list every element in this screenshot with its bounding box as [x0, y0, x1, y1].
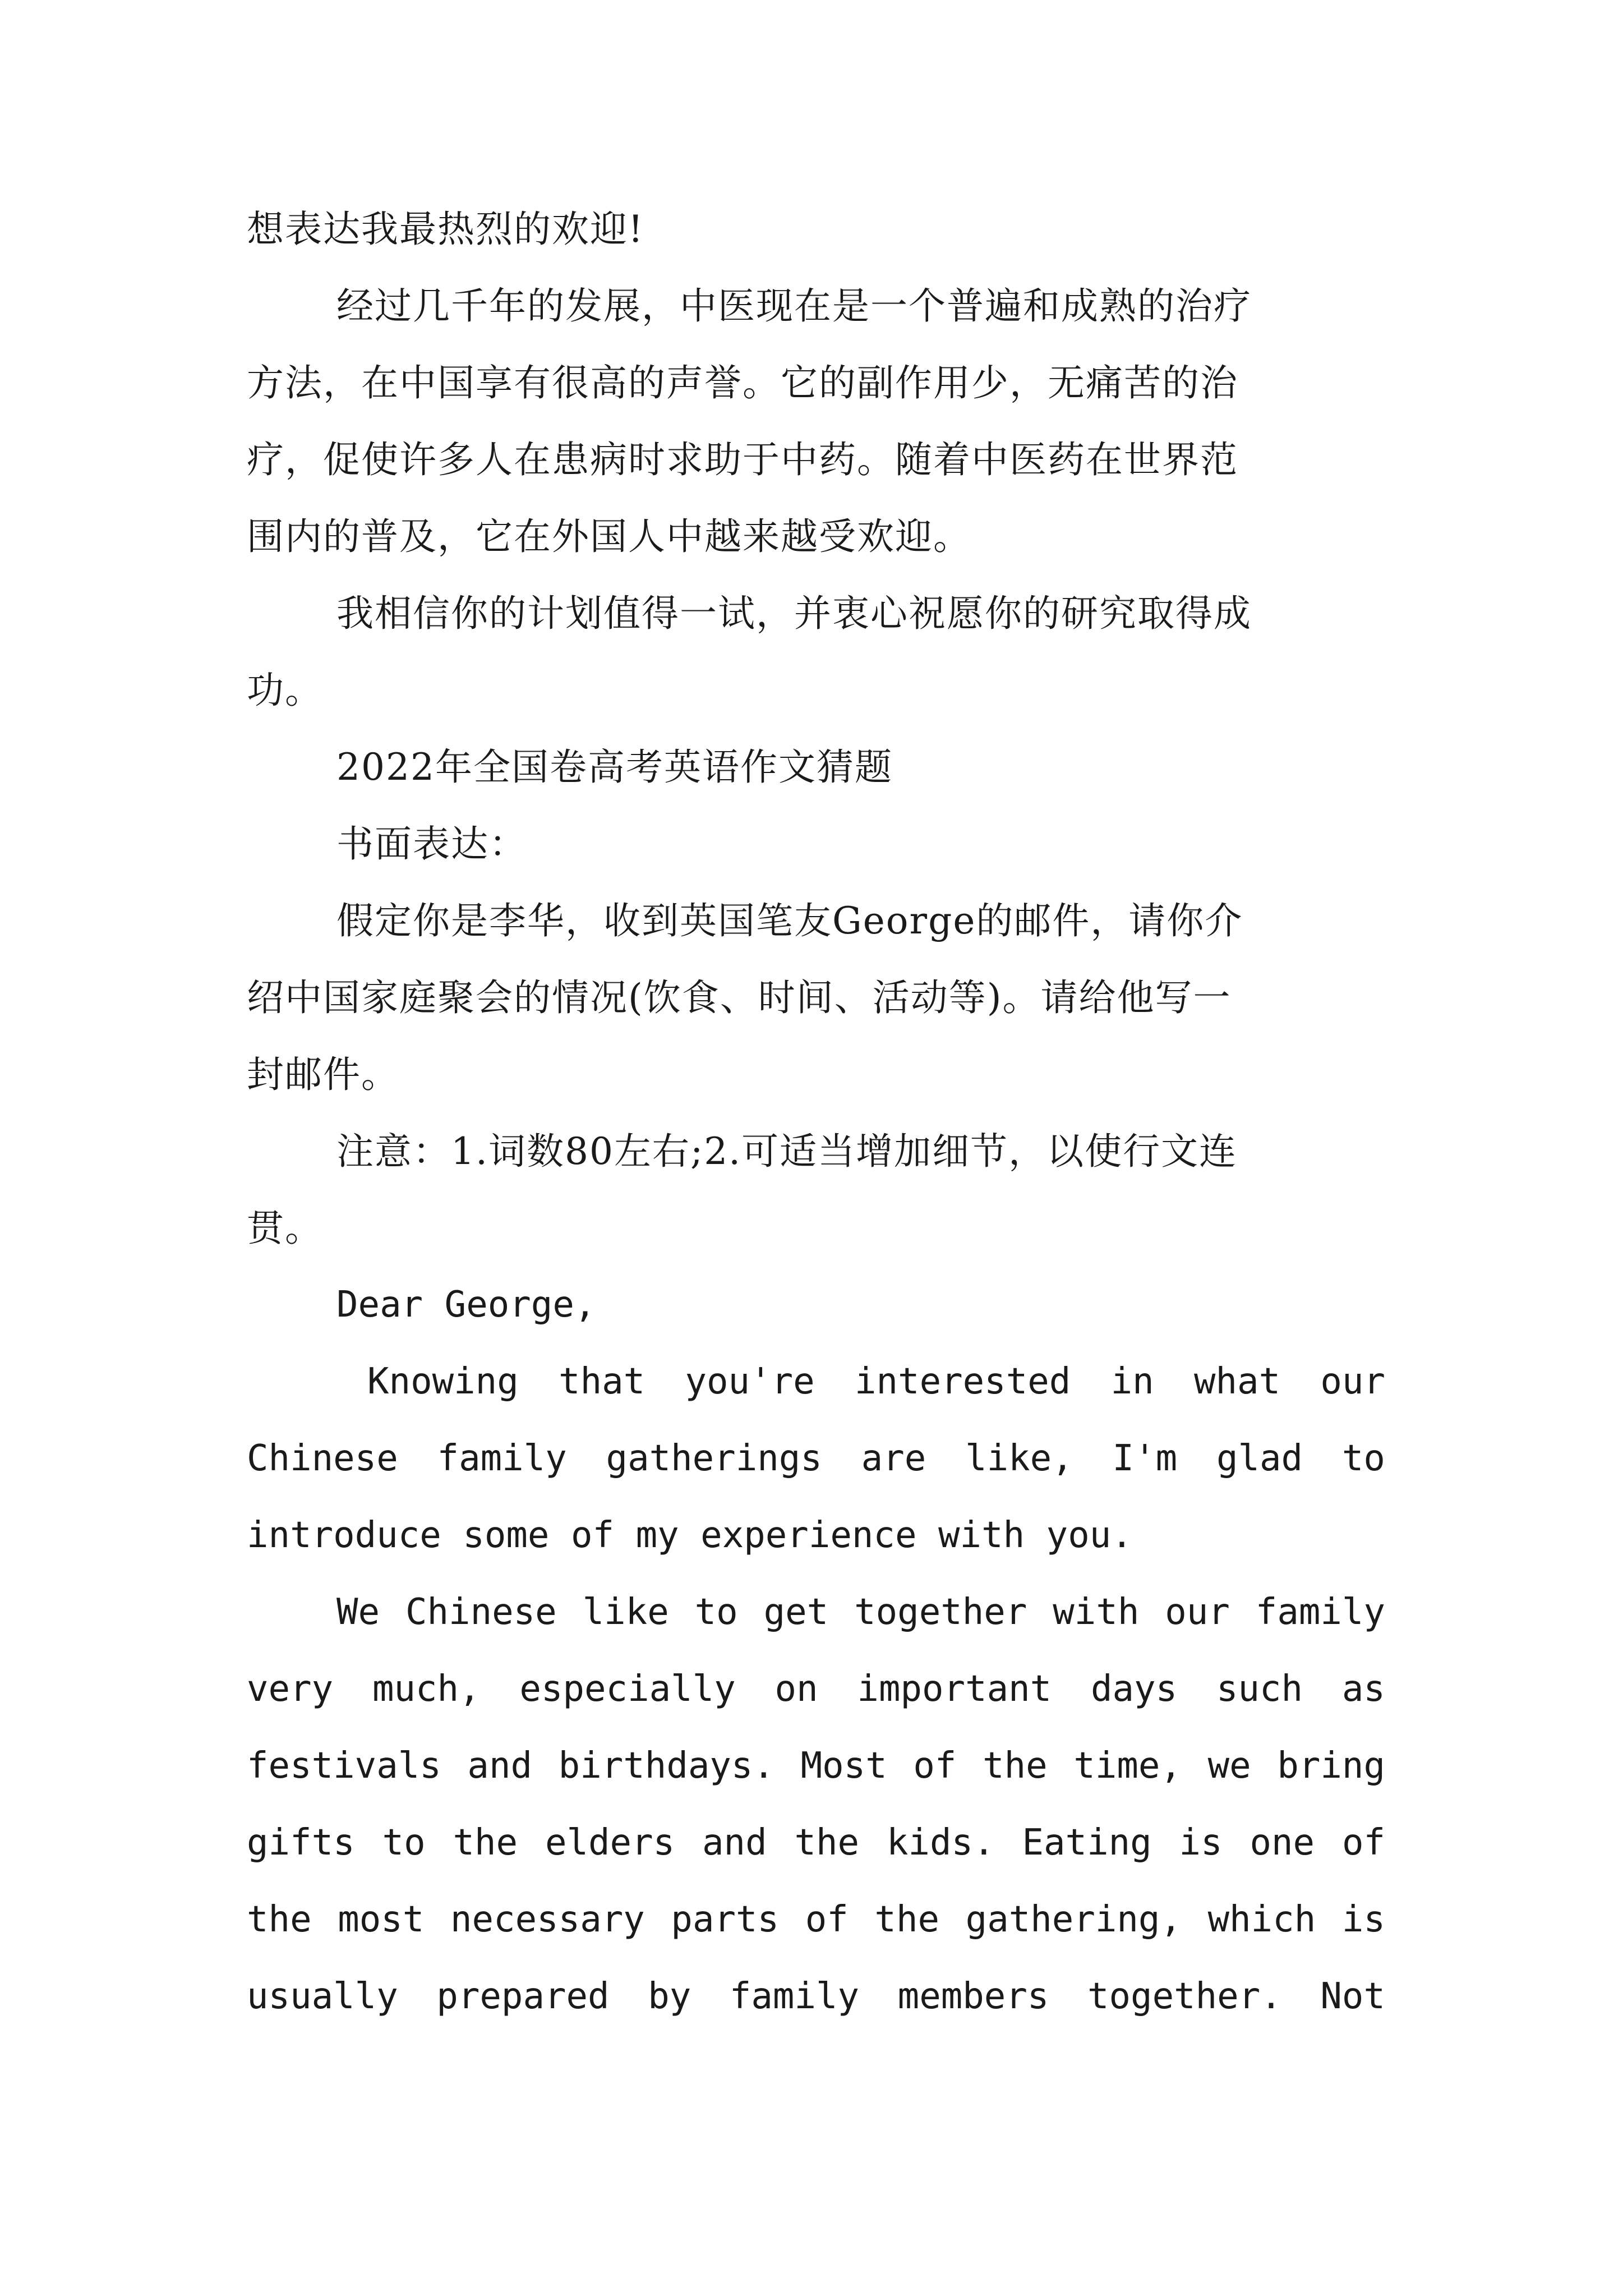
word: members — [897, 1976, 1049, 2017]
word: kids. — [886, 1822, 995, 1864]
word: the — [453, 1822, 518, 1864]
text-line: 注意：1.词数80左右;2.可适当增加细节，以使行文连 — [336, 1130, 1238, 1173]
justified-line — [247, 1420, 1385, 1497]
text-line: 围内的普及，它在外国人中越来越受欢迎。 — [247, 515, 971, 558]
word: in — [1110, 1361, 1154, 1402]
word: gathering, — [965, 1899, 1182, 1940]
word: Not — [1320, 1976, 1385, 2017]
word: with — [1053, 1591, 1140, 1633]
justified-line — [247, 1805, 1385, 1881]
word: together — [854, 1591, 1027, 1633]
word: get — [763, 1591, 829, 1633]
text-line: 经过几千年的发展，中医现在是一个普遍和成熟的治疗 — [336, 284, 1252, 328]
word: Most — [800, 1745, 887, 1787]
justified-line — [247, 1728, 1385, 1805]
text-line: 想表达我最热烈的欢迎! — [247, 208, 644, 251]
word: interested — [854, 1361, 1071, 1402]
word: as — [1341, 1668, 1385, 1710]
word: family — [1255, 1591, 1385, 1633]
word: prepared — [436, 1976, 610, 2017]
text-line: 封邮件。 — [247, 1053, 399, 1096]
section-heading: 2022年全国卷高考英语作文猜题 — [336, 746, 893, 789]
word: I'm — [1112, 1438, 1178, 1479]
word: necessary — [450, 1899, 645, 1940]
word: our — [1165, 1591, 1230, 1633]
word: to — [1341, 1438, 1385, 1479]
word: gatherings — [606, 1438, 822, 1479]
word: to — [382, 1822, 426, 1864]
word: is — [1341, 1899, 1385, 1940]
text-line: 贯。 — [247, 1207, 323, 1250]
text-line: 功。 — [247, 669, 323, 712]
word: is — [1179, 1822, 1223, 1864]
word: such — [1216, 1668, 1303, 1710]
word: are — [861, 1438, 926, 1479]
word: Eating — [1022, 1822, 1152, 1864]
word: bring — [1277, 1745, 1385, 1787]
word: parts — [671, 1899, 780, 1940]
text-line: introduce some of my experience with you. — [247, 1515, 1133, 1556]
word: glad — [1216, 1438, 1303, 1479]
word: festivals — [247, 1745, 441, 1787]
word: most — [338, 1899, 425, 1940]
word: days — [1091, 1668, 1178, 1710]
word: family — [729, 1976, 860, 2017]
word: you're — [685, 1361, 815, 1402]
text-line: 绍中国家庭聚会的情况(饮食、时间、活动等)。请给他写一 — [247, 976, 1232, 1019]
word: that — [559, 1361, 645, 1402]
word: which — [1207, 1899, 1316, 1940]
word: to — [694, 1591, 738, 1633]
word: of — [805, 1899, 849, 1940]
word: the — [983, 1745, 1048, 1787]
section-subheading: 书面表达： — [336, 822, 527, 866]
word: of — [1341, 1822, 1385, 1864]
text-line: 我相信你的计划值得一试，并衷心祝愿你的研究取得成 — [336, 592, 1252, 635]
word: together. — [1087, 1976, 1282, 2017]
word: the — [874, 1899, 940, 1940]
word: important — [857, 1668, 1052, 1710]
text-line: 假定你是李华，收到英国笔友George的邮件，请你介 — [336, 899, 1243, 942]
justified-line — [247, 1651, 1385, 1728]
word: much, — [372, 1668, 481, 1710]
word: the — [794, 1822, 860, 1864]
word: especially — [519, 1668, 736, 1710]
word: very — [247, 1668, 334, 1710]
word: the — [247, 1899, 312, 1940]
word: birthdays. — [558, 1745, 774, 1787]
word: like, — [965, 1438, 1073, 1479]
word: time, — [1073, 1745, 1182, 1787]
word: what — [1193, 1361, 1281, 1402]
word: we — [1207, 1745, 1251, 1787]
justified-line — [247, 1881, 1385, 1958]
word: family — [437, 1438, 567, 1479]
word: elders — [545, 1822, 675, 1864]
word: usually — [247, 1976, 398, 2017]
word: like — [582, 1591, 669, 1633]
text-line: 方法，在中国享有很高的声誉。它的副作用少，无痛苦的治 — [247, 361, 1238, 404]
text-line: 疗，促使许多人在患病时求助于中药。随着中医药在世界范 — [247, 438, 1238, 481]
word: We — [336, 1591, 380, 1633]
justified-line — [247, 1343, 1385, 1420]
word: by — [648, 1976, 691, 2017]
justified-line — [247, 1958, 1385, 2035]
word: on — [774, 1668, 818, 1710]
letter-salutation: Dear George, — [336, 1284, 596, 1326]
word: and — [467, 1745, 533, 1787]
word: one — [1249, 1822, 1315, 1864]
justified-line — [247, 1574, 1385, 1651]
word: of — [913, 1745, 957, 1787]
word: gifts — [247, 1822, 355, 1864]
word: Knowing — [367, 1361, 519, 1402]
word: Chinese — [247, 1438, 398, 1479]
word: our — [1320, 1361, 1385, 1402]
word: Chinese — [405, 1591, 557, 1633]
word: and — [702, 1822, 767, 1864]
document-body — [247, 191, 1385, 2035]
